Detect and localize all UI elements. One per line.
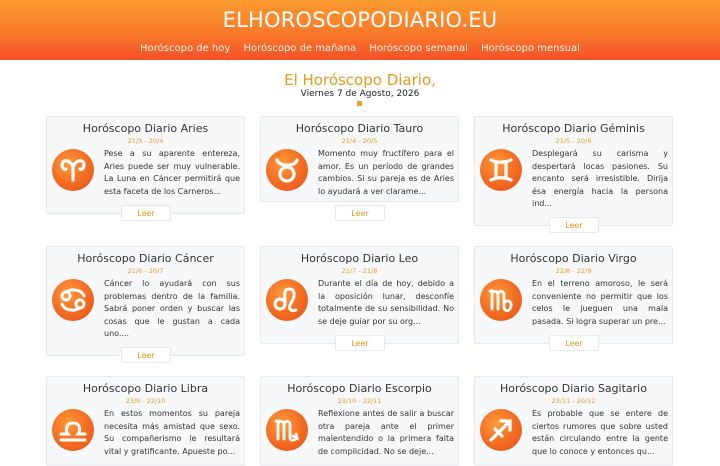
card-title[interactable]: Horóscopo Diario Virgo (510, 252, 637, 265)
card-text: Desplegará su carisma y despertará locas pasiones. Su encanto será irresistible. Dirija ésa energía hacia la persona ind... (532, 149, 668, 208)
card-geminis (474, 116, 673, 230)
card-text: Es probable que se entere de ciertos rumores que sobre usted están circulando entre la gente que lo conoce y entonces qu... (532, 409, 668, 456)
libra-icon[interactable] (52, 409, 94, 451)
leer-button[interactable]: Leer (121, 205, 171, 221)
leer-button[interactable]: Leer (335, 335, 385, 351)
page-date: Viernes 7 de Agosto, 2026 (300, 89, 420, 99)
card-aries (46, 116, 245, 218)
card-text: En el terreno amoroso, le será conveniente no permitir que los celos le jueguen una mala pasada. Si logra superar un pre... (532, 279, 668, 326)
card-text: En estos momentos su pareja necesita más amistad que sexo. Su compañerismo le resultará vital y gratificante. Apueste po... (104, 409, 240, 456)
card-title[interactable]: Horóscopo Diario Libra (82, 382, 209, 395)
nav-horoscopo-mensual[interactable]: Horóscopo mensual (481, 43, 580, 54)
card-text: Reflexione antes de salir a buscar otra pareja ante el primer malentendido o la primera falta de complicidad. No se deje... (318, 409, 454, 456)
nav-horoscopo-semanal[interactable]: Horóscopo semanal (369, 43, 468, 54)
card-text: Durante el día de hoy, debido a la oposición lunar, desconfíe totalmente de su sensibilidad. No se deje guiar por su org... (318, 279, 454, 326)
card-dates: 23/10 - 22/11 (337, 397, 382, 405)
card-dates: 22/8 - 22/9 (555, 267, 592, 275)
card-text: Momento muy fructífero para el amor. Es un período de grandes cambios. Si su pareja es de Aries lo ayudará a ver clarame... (318, 149, 454, 196)
heading-bullet (357, 101, 362, 106)
card-dates: 21/5 - 20/6 (555, 137, 592, 145)
sagittarius-icon[interactable] (480, 409, 522, 451)
card-dates: 23/11 - 20/12 (551, 397, 596, 405)
card-title[interactable]: Horóscopo Diario Leo (300, 252, 419, 265)
leer-button[interactable]: Leer (335, 205, 385, 221)
card-dates: 21/4 - 20/5 (341, 137, 378, 145)
card-dates: 23/9 - 22/10 (125, 397, 166, 405)
gemini-icon[interactable] (480, 149, 522, 191)
main-nav (0, 43, 720, 54)
card-title[interactable]: Horóscopo Diario Cáncer (77, 252, 214, 265)
scorpio-icon[interactable] (266, 409, 308, 451)
leer-button[interactable]: Leer (549, 217, 599, 233)
card-title[interactable]: Horóscopo Diario Aries (82, 122, 209, 135)
card-libra (46, 376, 245, 466)
page-heading: El Horóscopo Diario, (284, 71, 436, 89)
site-header (0, 0, 720, 60)
card-virgo (474, 246, 673, 348)
leer-button[interactable]: Leer (121, 347, 171, 363)
cancer-icon[interactable] (52, 279, 94, 321)
virgo-icon[interactable] (480, 279, 522, 321)
card-tauro (260, 116, 459, 218)
taurus-icon[interactable] (266, 149, 308, 191)
card-dates: 21/3 - 20/4 (127, 137, 164, 145)
card-escorpio (260, 376, 459, 466)
card-leo (260, 246, 459, 348)
card-title[interactable]: Horóscopo Diario Géminis (502, 122, 645, 135)
aries-icon[interactable] (52, 149, 94, 191)
card-text: Pese a su aparente entereza, Aries puede ser muy vulnerable. La Luna en Cáncer permitirá que esta faceta de los Carneros... (104, 149, 240, 196)
card-dates: 21/6 - 20/7 (127, 267, 164, 275)
card-text: Cáncer lo ayudará con sus problemas dentro de la familia. Sabrá poner orden y buscar las cosas que le gustan a cada uno.... (104, 279, 240, 338)
nav-horoscopo-manana[interactable]: Horóscopo de mañana (243, 43, 357, 54)
leer-button[interactable]: Leer (549, 335, 599, 351)
nav-horoscopo-hoy[interactable]: Horóscopo de hoy (140, 43, 231, 54)
leo-icon[interactable] (266, 279, 308, 321)
card-title[interactable]: Horóscopo Diario Sagitario (500, 382, 647, 395)
card-title[interactable]: Horóscopo Diario Escorpio (287, 382, 432, 395)
site-title[interactable]: ELHOROSCOPODIARIO.EU (222, 8, 498, 32)
card-dates: 21/7 - 21/8 (341, 267, 378, 275)
card-sagitario (474, 376, 673, 466)
card-cancer (46, 246, 245, 360)
card-title[interactable]: Horóscopo Diario Tauro (295, 122, 424, 135)
